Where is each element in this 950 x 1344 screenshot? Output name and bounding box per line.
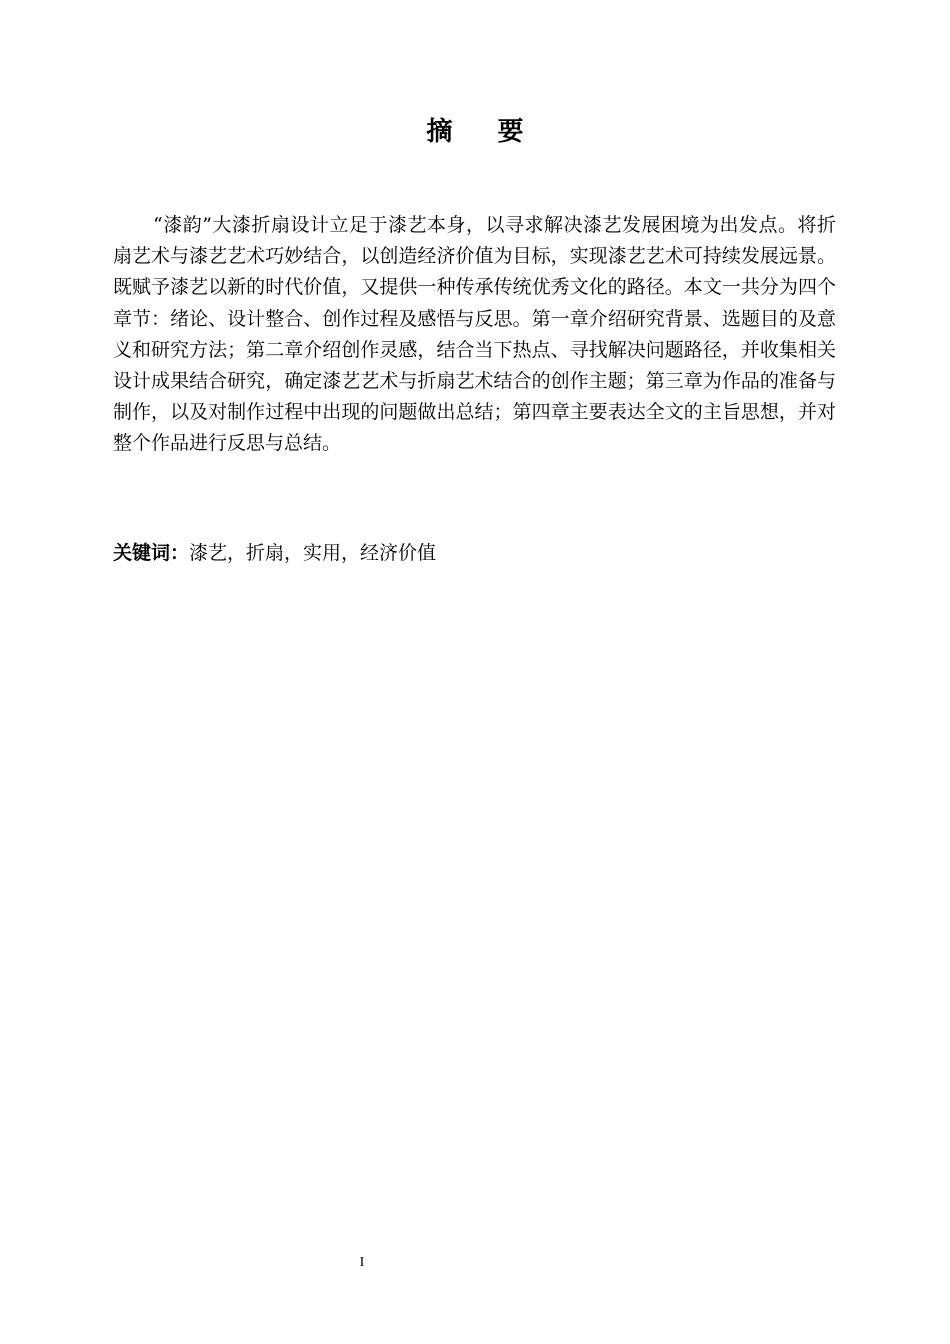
abstract-title: 摘 要 <box>426 117 542 147</box>
keywords-label: 关键词： <box>113 542 190 564</box>
page-number: I <box>359 1255 365 1270</box>
keywords-line <box>113 538 836 568</box>
abstract-paragraph: “漆韵”大漆折扇设计立足于漆艺本身，以寻求解决漆艺发展困境为出发点。将折扇艺术与漆艺艺术巧妙结合，以创造经济价值为目标，实现漆艺艺术可持续发展远景。既赋予漆艺以新的时代价值，又提供一种传承传统优秀文化的路径。本文一共分为四个章节：绪论、设计整合、创作过程及感悟与反思。第一章介绍研究背景、选题目的及意义和研究方法；第二章介绍创作灵感，结合当下热点、寻找解决问题路径，并收集相关设计成果结合研究，确定漆艺艺术与折扇艺术结合的创作主题；第三章为作品的准备与制作，以及对制作过程中出现的问题做出总结；第四章主要表达全文的主旨思想，并对整个作品进行反思与总结。 <box>113 214 836 455</box>
keywords-list: 漆艺，折扇，实用，经济价值 <box>189 542 437 564</box>
